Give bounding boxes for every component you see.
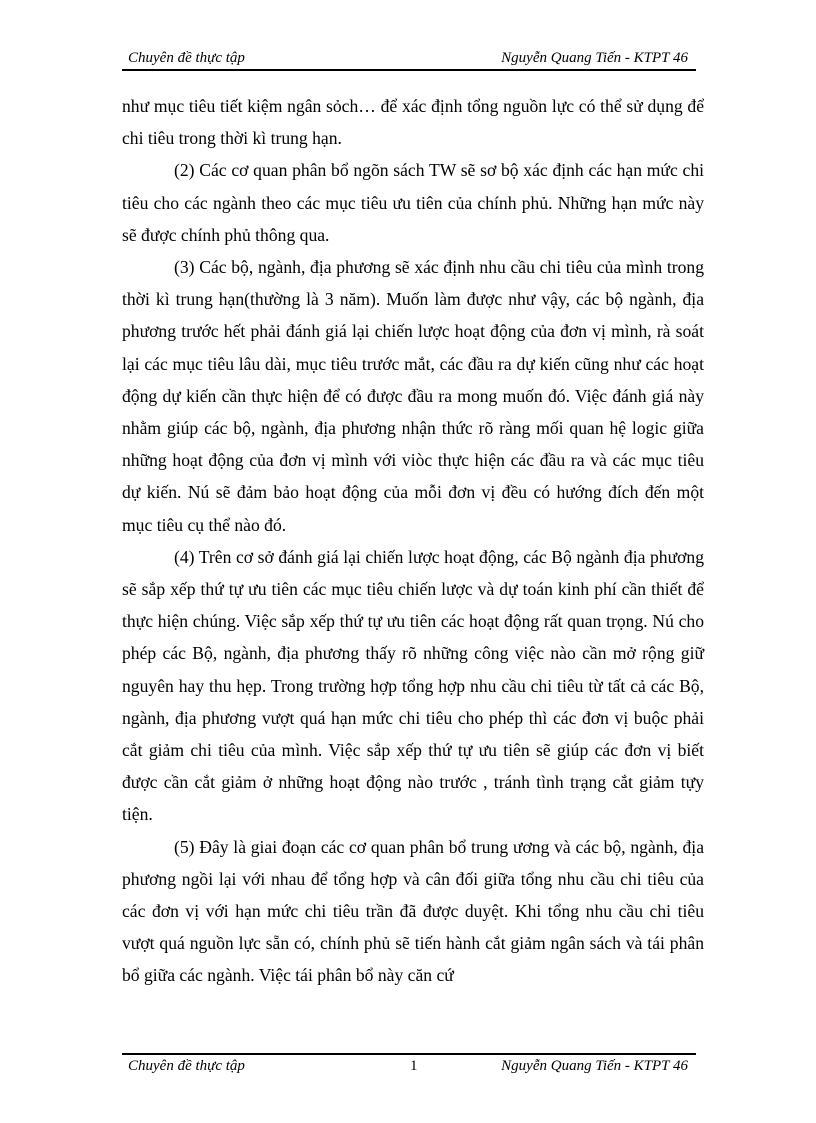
document-body [122, 90, 704, 992]
page-number: 1 [410, 1058, 418, 1074]
footer-author: Nguyễn Quang Tiến - KTPT 46 [501, 1058, 688, 1074]
page-footer [122, 1058, 696, 1078]
paragraph-4: (4) Trên cơ sở đánh giá lại chiến lược hoạt động, các Bộ ngành địa phương sẽ sắp xếp thứ tự ưu tiên các mục tiêu chiến lược và dự toán kinh phí cần thiết để thực hiện chúng. Việc sắp xếp thứ tự ưu tiên các hoạt động rất quan trọng. Nú cho phép các Bộ, ngành, địa phương thấy rõ những công việc nào cần mở rộng giữ nguyên hay thu hẹp. Trong trường hợp tổng hợp nhu cầu chi tiêu từ tất cả các Bộ, ngành, địa phương vượt quá hạn mức chi tiêu cho phép thì các đơn vị buộc phải cắt giảm chi tiêu của mình. Việc sắp xếp thứ tự ưu tiên sẽ giúp các đơn vị biết được cần cắt giảm ở những hoạt động nào trước , tránh tình trạng cắt giảm tựy tiện. [122, 546, 704, 825]
header-divider [122, 69, 696, 71]
header-author: Nguyễn Quang Tiến - KTPT 46 [501, 50, 688, 66]
header-document-type: Chuyên đề thực tập [128, 50, 245, 66]
paragraph-2: (2) Các cơ quan phân bổ ngõn sách TW sẽ sơ bộ xác định các hạn mức chi tiêu cho các ngành theo các mục tiêu ưu tiên của chính phủ. Những hạn mức này sẽ được chính phủ thông qua. [122, 160, 704, 245]
page-header [122, 49, 696, 69]
footer-divider [122, 1053, 696, 1055]
paragraph-3: (3) Các bộ, ngành, địa phương sẽ xác định nhu cầu chi tiêu của mình trong thời kì trung hạn(thường là 3 năm). Muốn làm được như vậy, các bộ ngành, địa phương trước hết phải đánh giá lại chiến lược hoạt động của đơn vị mình, rà soát lại các mục tiêu lâu dài, mục tiêu trước mắt, các đầu ra dự kiến cũng như các hoạt động dự kiến cần thực hiện để có được đầu ra mong muốn đó. Việc đánh giá này nhằm giúp các bộ, ngành, địa phương nhận thức rõ ràng mối quan hệ logic giữa những hoạt động của đơn vị mình với viòc thực hiện các đầu ra và các mục tiêu dự kiến. Nú sẽ đảm bảo hoạt động của mỗi đơn vị đều có hướng đích đến một mục tiêu cụ thể nào đó. [122, 257, 704, 535]
paragraph-continued: như mục tiêu tiết kiệm ngân sỏch… để xác định tổng nguồn lực có thể sử dụng để chi tiêu trong thời kì trung hạn. [122, 96, 704, 149]
paragraph-5: (5) Đây là giai đoạn các cơ quan phân bổ trung ương và các bộ, ngành, địa phương ngồi lại với nhau để tổng hợp và cân đối giữa tổng nhu cầu chi tiêu của các đơn vị với hạn mức chi tiêu trần đã được duyệt. Khi tổng nhu cầu chi tiêu vượt quá nguồn lực sẵn có, chính phủ sẽ tiến hành cắt giảm ngân sách và tái phân bổ giữa các ngành. Việc tái phân bổ này căn cứ [122, 836, 704, 986]
footer-document-type: Chuyên đề thực tập [128, 1058, 245, 1074]
